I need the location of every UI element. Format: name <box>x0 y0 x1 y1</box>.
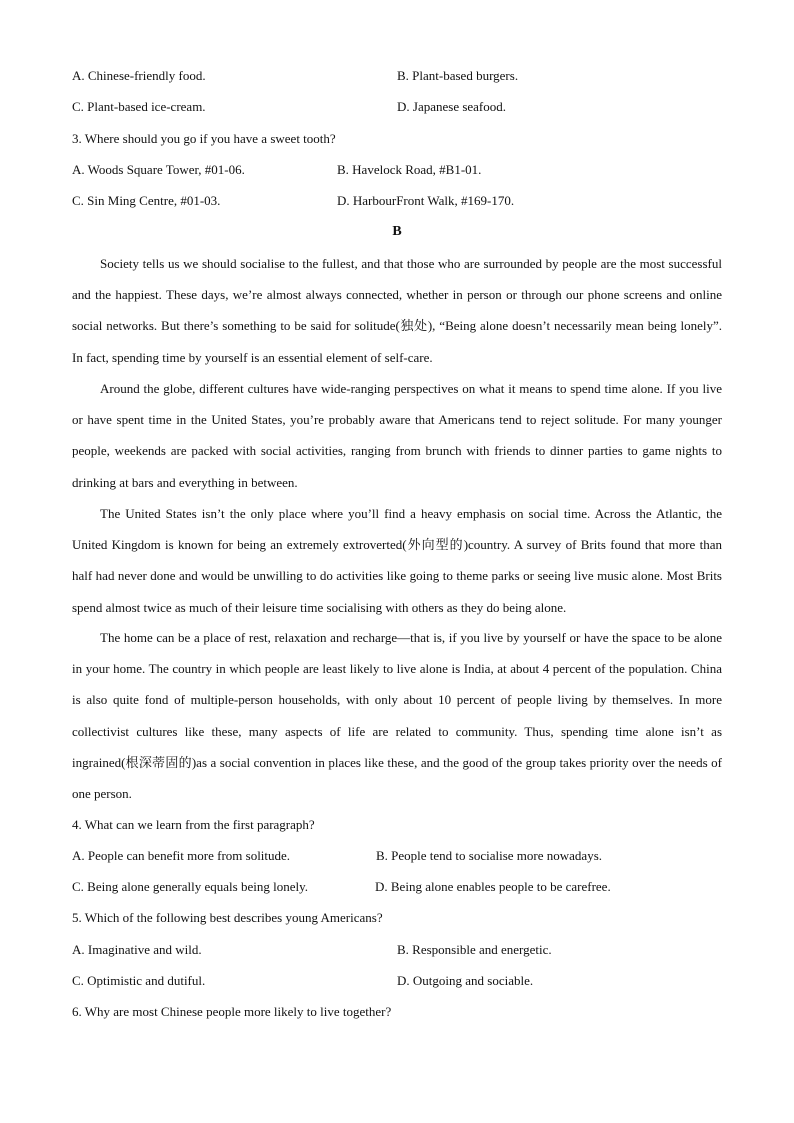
q2-option-c: C. Plant-based ice-cream. <box>72 99 206 114</box>
q2-option-a: A. Chinese-friendly food. <box>72 68 206 83</box>
q4-option-b: B. People tend to socialise more nowadays. <box>376 848 603 863</box>
q3-option-c: C. Sin Ming Centre, #01-03. <box>72 193 221 208</box>
passage-paragraph-4: The home can be a place of rest, relaxation and recharge—that is, if you live by yourself or have the space to be alone in your home. The country in which people are least likely to live alone is India, at about 4 percent of the population. China is also quite fond of multiple-person households, with only about 10 percent of people living by themselves. In more collectivist cultures like these, many aspects of life are related to community. Thus, spending time alone isn’t as ingrained(根深蒂固的)as a social convention in places like these, and the good of the group takes priority over the needs of one person. <box>72 630 722 802</box>
q2-option-d: D. Japanese seafood. <box>397 99 507 114</box>
q5-option-c: C. Optimistic and dutiful. <box>72 973 206 988</box>
passage-paragraph-2: Around the globe, different cultures have wide-ranging perspectives on what it means to spend time alone. If you live or have spent time in the United States, you’re probably aware that Americans tend to reject solitude. For many younger people, weekends are packed with social activities, ranging from brunch with friends to dinner parties to game nights to drinking at bars and everything in between. <box>72 381 722 490</box>
passage-paragraph-3: The United States isn’t the only place where you’ll find a heavy emphasis on social time. Across the Atlantic, the United Kingdom is known for being an extremely extroverted(外向型的)country. A survey of Brits found that more than half had never done and would be unwilling to do activities like going to theme parks or seeing live music alone. Most Brits spend almost twice as much of their leisure time socialising with others as they do being alone. <box>72 506 722 615</box>
q4-option-c: C. Being alone generally equals being lonely. <box>72 879 308 894</box>
q5-option-d: D. Outgoing and sociable. <box>397 973 534 988</box>
q3-option-b: B. Havelock Road, #B1-01. <box>337 162 482 177</box>
q6-question: 6. Why are most Chinese people more likely to live together? <box>72 1004 392 1019</box>
q5-question: 5. Which of the following best describes young Americans? <box>72 910 383 925</box>
q3-option-a: A. Woods Square Tower, #01-06. <box>72 162 245 177</box>
q3-question: 3. Where should you go if you have a sweet tooth? <box>72 131 336 146</box>
q2-option-b: B. Plant-based burgers. <box>397 68 519 83</box>
q4-question: 4. What can we learn from the first paragraph? <box>72 817 315 832</box>
section-heading: B <box>392 224 402 239</box>
q4-option-d: D. Being alone enables people to be carefree. <box>375 879 611 894</box>
q5-option-a: A. Imaginative and wild. <box>72 942 202 957</box>
passage-paragraph-1: Society tells us we should socialise to the fullest, and that those who are surrounded by people are the most successful and the happiest. These days, we’re almost always connected, whether in person or through our phone screens and online social networks. But there’s something to be said for solitude(独处), “Being alone doesn’t necessarily mean being lonely”. In fact, spending time by yourself is an essential element of self-care. <box>72 256 722 365</box>
q5-option-b: B. Responsible and energetic. <box>397 942 552 957</box>
q4-option-a: A. People can benefit more from solitude. <box>72 848 291 863</box>
q3-option-d: D. HarbourFront Walk, #169-170. <box>337 193 515 208</box>
